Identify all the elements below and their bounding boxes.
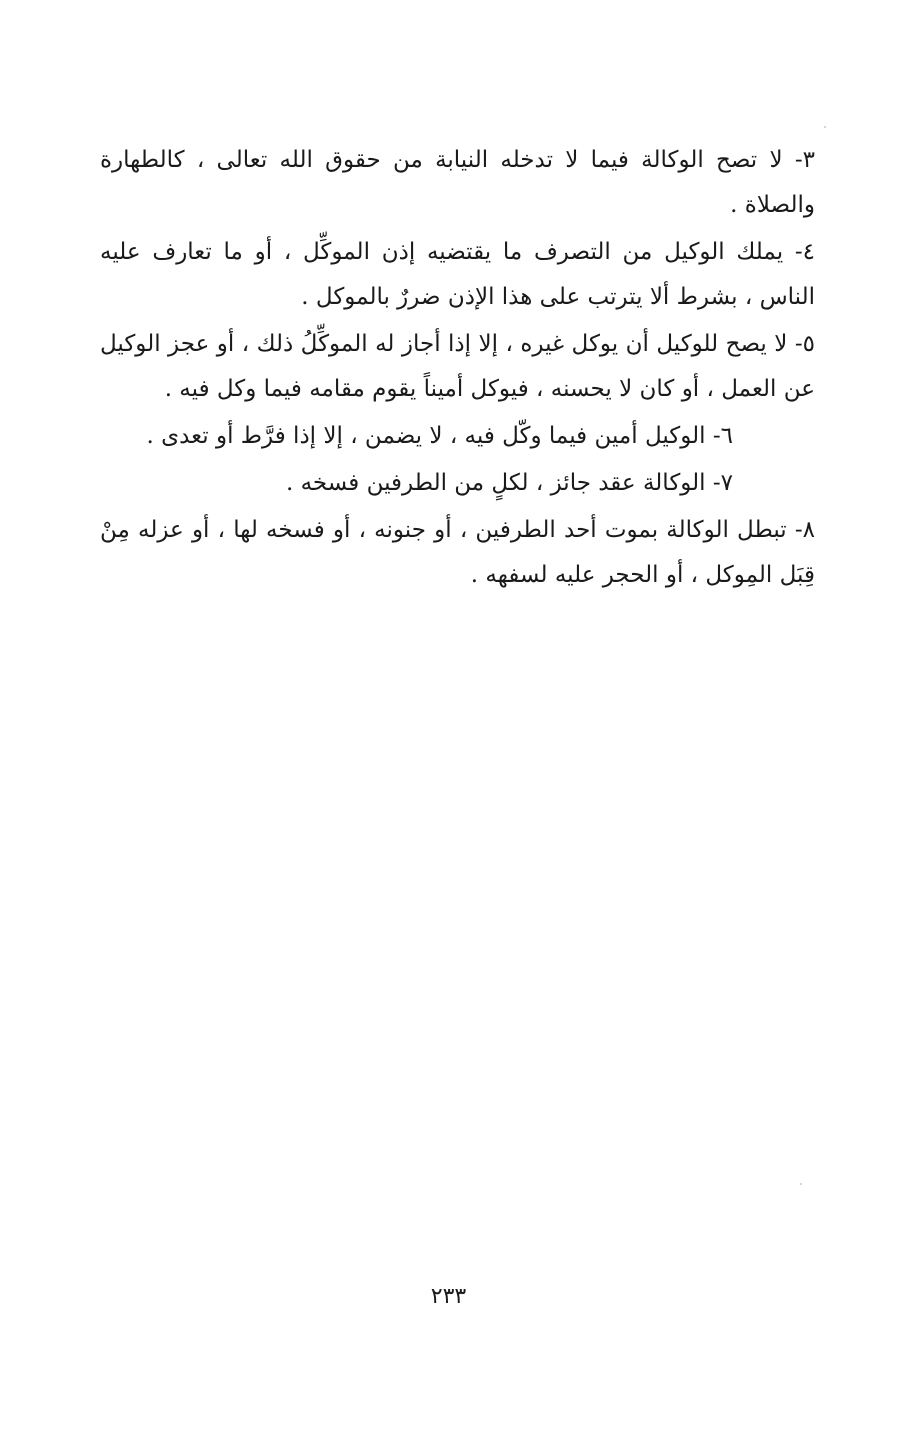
rule-number: ٣ (802, 147, 815, 173)
scan-speck (824, 126, 826, 128)
rule-number: ٨ (802, 517, 815, 543)
rule-text: تبطل الوكالة بموت أحد الطرفين ، أو جنونه ، أو فسخه لها ، أو عزله مِنْ قِبَل المِوكل ، أو الحجر عليه لسفهه . (100, 517, 815, 588)
scan-speck (800, 1183, 802, 1185)
rule-text: لا يصح للوكيل أن يوكل غيره ، إلا إذا أجاز له الموكِّلُ ذلك ، أو عجز الوكيل عن العمل ، أو كان لا يحسنه ، فيوكل أميناً يقوم مقامه فيما وكل فيه . (100, 331, 815, 402)
rule-number: ٤ (802, 239, 815, 265)
rule-4: ٤- يملك الوكيل من التصرف ما يقتضيه إذن الموكِّل ، أو ما تعارف عليه الناس ، بشرط ألا يترتب على هذا الإذن ضررٌ بالموكل . (100, 239, 815, 310)
page-number: ٢٣٣ (430, 1284, 467, 1309)
rule-text: يملك الوكيل من التصرف ما يقتضيه إذن الموكِّل ، أو ما تعارف عليه الناس ، بشرط ألا يترتب على هذا الإذن ضررٌ بالموكل . (100, 239, 815, 310)
rule-number: ٧ (720, 470, 733, 496)
rule-7: ٧- الوكالة عقد جائز ، لكلٍ من الطرفين فسخه . (285, 470, 733, 496)
rule-text: الوكالة عقد جائز ، لكلٍ من الطرفين فسخه . (285, 470, 706, 496)
rule-number: ٦ (720, 423, 733, 449)
rule-3: ٣- لا تصح الوكالة فيما لا تدخله النيابة من حقوق الله تعالى ، كالطهارة والصلاة . (100, 147, 815, 218)
rule-8: ٨- تبطل الوكالة بموت أحد الطرفين ، أو جنونه ، أو فسخه لها ، أو عزله مِنْ قِبَل المِوكل ، أو الحجر عليه لسفهه . (100, 517, 815, 588)
rule-5: ٥- لا يصح للوكيل أن يوكل غيره ، إلا إذا أجاز له الموكِّلُ ذلك ، أو عجز الوكيل عن العمل ، أو كان لا يحسنه ، فيوكل أميناً يقوم مقامه فيما وكل فيه . (100, 331, 815, 402)
rule-text: لا تصح الوكالة فيما لا تدخله النيابة من حقوق الله تعالى ، كالطهارة والصلاة . (100, 147, 815, 218)
rules-list (100, 138, 815, 600)
rule-text: الوكيل أمين فيما وكّل فيه ، لا يضمن ، إلا إذا فرَّط أو تعدى . (146, 423, 706, 449)
rule-6: ٦- الوكيل أمين فيما وكّل فيه ، لا يضمن ، إلا إذا فرَّط أو تعدى . (146, 423, 733, 449)
rule-number: ٥ (802, 331, 815, 357)
